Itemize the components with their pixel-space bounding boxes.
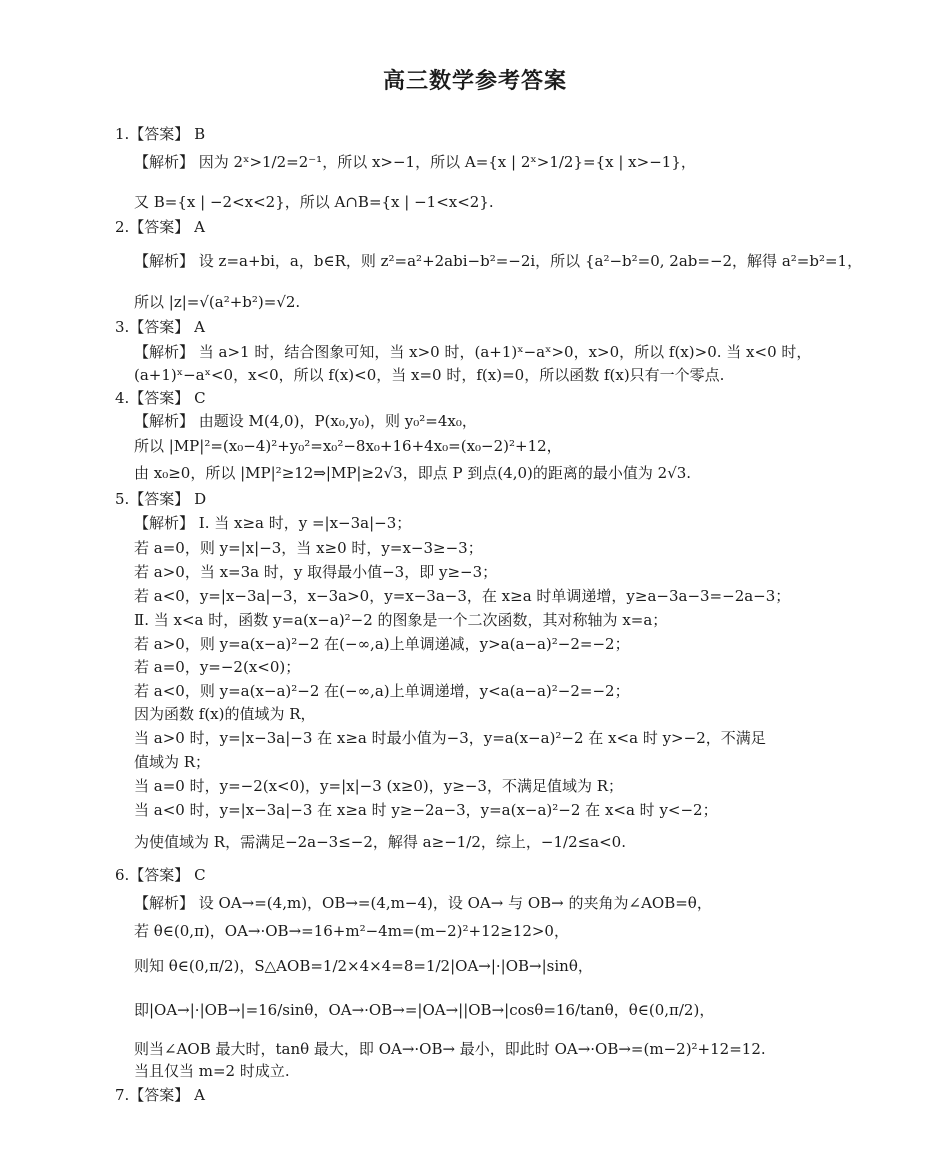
answer-line: 7.【答案】 A [115,1086,205,1104]
solution-line: 若 a=0，则 y=|x|−3，当 x≥0 时，y=x−3≥−3； [134,539,483,557]
solution-line: 当且仅当 m=2 时成立. [134,1062,290,1080]
answer-line: 5.【答案】 D [115,490,207,508]
page-title: 高三数学参考答案 [382,69,567,94]
solution-line: 因为函数 f(x)的值域为 R， [134,705,316,723]
solution-line: 【解析】 因为 2ˣ>1/2=2⁻¹，所以 x>−1，所以 A={x | 2ˣ>1/2}={x | x>−1}， [134,153,696,171]
solution-line: 【解析】 设 OA→=(4,m)，OB→=(4,m−4)，设 OA→ 与 OB→ 的夹角为∠AOB=θ， [134,894,712,912]
solution-line: 若 a>0，当 x=3a 时，y 取得最小值−3，即 y≥−3； [134,563,498,581]
answer-line: 3.【答案】 A [115,318,205,336]
solution-line: (a+1)ˣ−aˣ<0，x<0，所以 f(x)<0，当 x=0 时，f(x)=0，所以函数 f(x)只有一个零点. [134,366,725,384]
solution-line: 【解析】 设 z=a+bi，a，b∈R，则 z²=a²+2abi−b²=−2i，所以 {a²−b²=0, 2ab=−2，解得 a²=b²=1， [134,252,863,270]
solution-line: 当 a=0 时，y=−2(x<0)，y=|x|−3 (x≥0)，y≥−3，不满足值域为 R； [134,777,624,795]
solution-line: 当 a>0 时，y=|x−3a|−3 在 x≥a 时最小值为−3，y=a(x−a)²−2 在 x<a 时 y>−2，不满足 [134,729,766,747]
solution-line: 值域为 R； [134,753,211,771]
solution-line: 【解析】 当 a>1 时，结合图象可知，当 x>0 时，(a+1)ˣ−aˣ>0，x>0，所以 f(x)>0. 当 x<0 时， [134,343,812,361]
solution-line: 即|OA→|·|OB→|=16/sinθ，OA→·OB→=|OA→||OB→|cosθ=16/tanθ，θ∈(0,π/2)， [134,1001,715,1019]
solution-line: 若 a<0，则 y=a(x−a)²−2 在(−∞,a)上单调递增，y<a(a−a)²−2=−2； [134,682,630,700]
answer-line: 4.【答案】 C [115,389,206,407]
solution-line: 由 x₀≥0，所以 |MP|²≥12⇒|MP|≥2√3，即点 P 到点(4,0)的距离的最小值为 2√3. [134,464,692,482]
solution-line: 所以 |z|=√(a²+b²)=√2. [134,293,301,311]
solution-line: 若 a=0，y=−2(x<0)； [134,658,301,676]
solution-line: 若 θ∈(0,π)，OA→·OB→=16+m²−4m=(m−2)²+12≥12>0， [134,922,569,940]
solution-line: 为使值域为 R，需满足−2a−3≤−2，解得 a≥−1/2，综上，−1/2≤a<0. [134,833,626,851]
solution-line: 【解析】 Ⅰ. 当 x≥a 时，y =|x−3a|−3； [134,514,412,532]
solution-line: 则知 θ∈(0,π/2)，S△AOB=1/2×4×4=8=1/2|OA→|·|OB→|sinθ， [134,957,593,975]
solution-line: Ⅱ. 当 x<a 时，函数 y=a(x−a)²−2 的图象是一个二次函数，其对称轴为 x=a； [134,611,668,629]
answer-line: 2.【答案】 A [115,218,205,236]
answer-line: 6.【答案】 C [115,866,206,884]
solution-line: 若 a>0，则 y=a(x−a)²−2 在(−∞,a)上单调递减，y>a(a−a)²−2=−2； [134,635,630,653]
solution-line: 【解析】 由题设 M(4,0)，P(x₀,y₀)，则 y₀²=4x₀， [134,412,477,430]
solution-line: 所以 |MP|²=(x₀−4)²+y₀²=x₀²−8x₀+16+4x₀=(x₀−2)²+12， [134,437,562,455]
solution-line: 若 a<0，y=|x−3a|−3，x−3a>0，y=x−3a−3，在 x≥a 时单调递增，y≥a−3a−3=−2a−3； [134,587,791,605]
solution-line: 又 B={x | −2<x<2}，所以 A∩B={x | −1<x<2}. [134,193,494,211]
solution-line: 当 a<0 时，y=|x−3a|−3 在 x≥a 时 y≥−2a−3，y=a(x−a)²−2 在 x<a 时 y<−2； [134,801,718,819]
answer-line: 1.【答案】 B [115,125,206,143]
solution-line: 则当∠AOB 最大时，tanθ 最大，即 OA→·OB→ 最小，即此时 OA→·OB→=(m−2)²+12=12. [134,1040,766,1058]
